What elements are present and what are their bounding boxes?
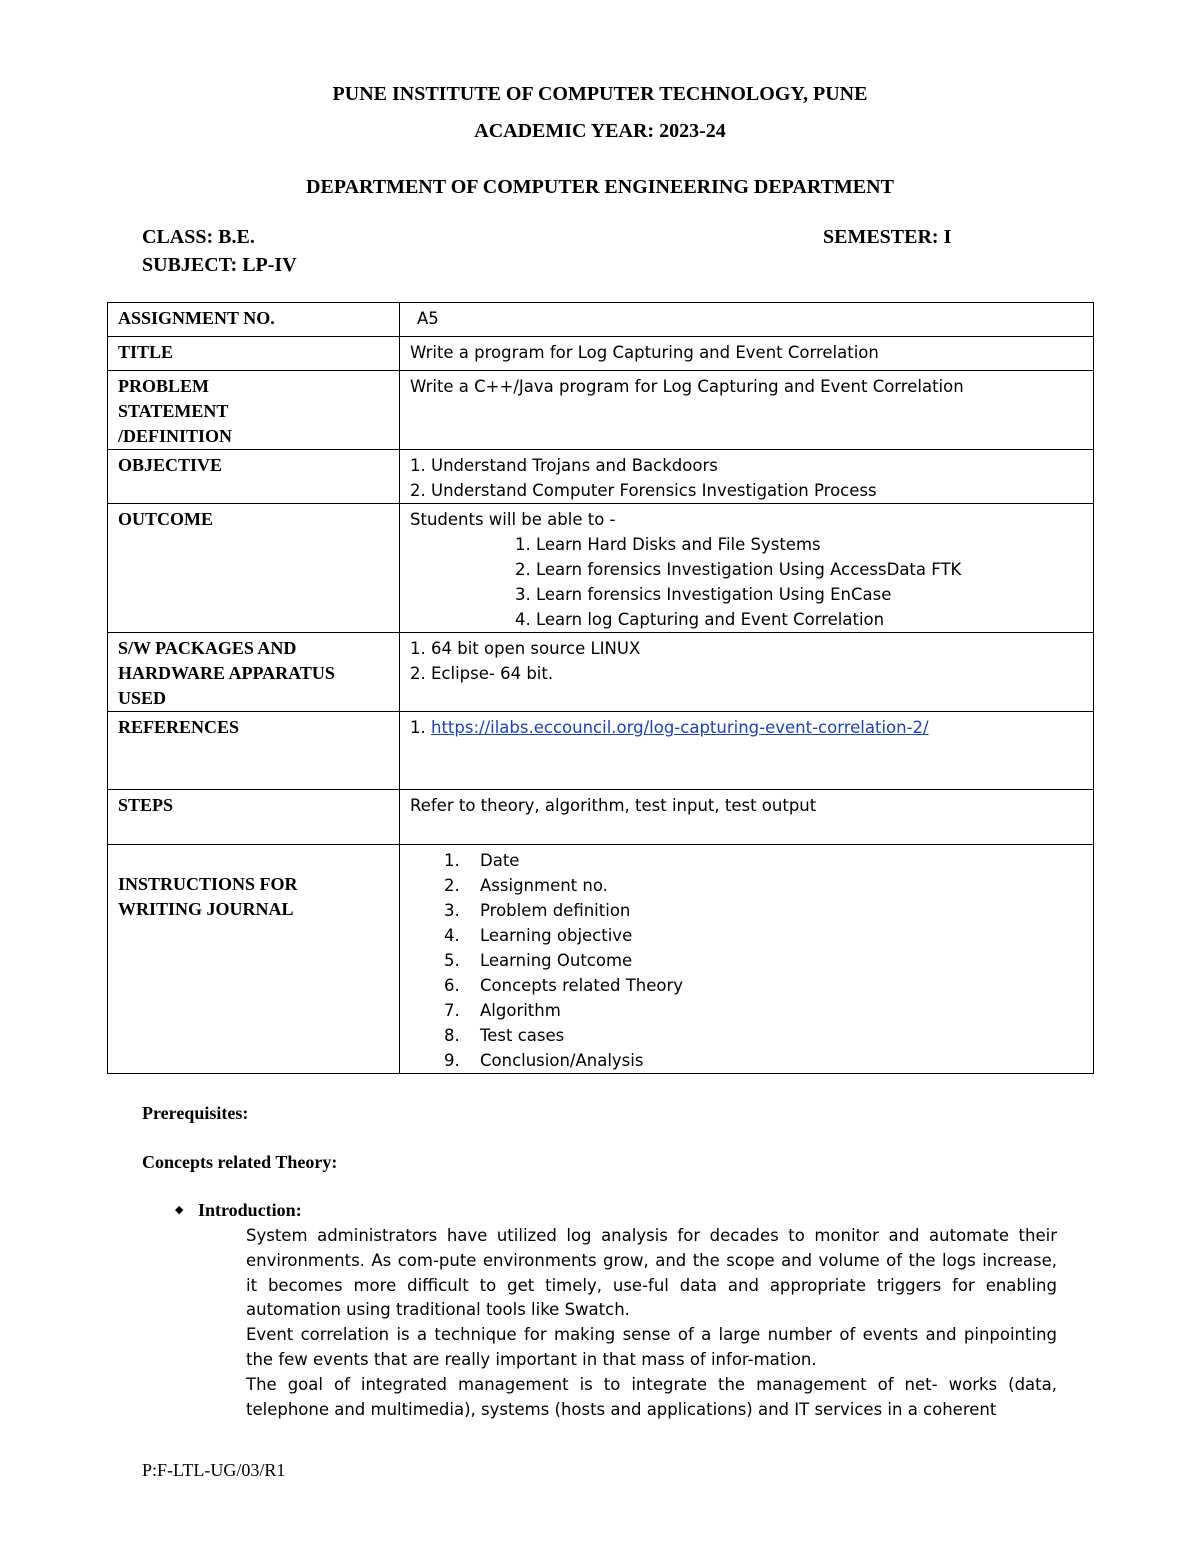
journal-item: 7. Algorithm	[444, 1001, 561, 1020]
prerequisites-heading: Prerequisites:	[142, 1103, 249, 1123]
journal-item: 5. Learning Outcome	[444, 951, 633, 970]
subject-label: SUBJECT: LP-IV	[142, 254, 297, 276]
reference-link[interactable]: https://ilabs.eccouncil.org/log-capturing-event-correlation-2/	[431, 718, 929, 737]
row-steps	[108, 790, 1094, 845]
introduction-body	[246, 1224, 1057, 1422]
outcome-list	[400, 504, 1094, 633]
journal-item: 1. Date	[444, 851, 520, 870]
footer-code: P:F-LTL-UG/03/R1	[142, 1460, 286, 1480]
steps-value: Refer to theory, algorithm, test input, test output	[400, 790, 1094, 845]
software-list	[400, 633, 1094, 712]
objective-item: 2. Understand Computer Forensics Investigation Process	[410, 481, 877, 500]
objective-item: 1. Understand Trojans and Backdoors	[410, 456, 718, 475]
concepts-heading: Concepts related Theory:	[142, 1152, 338, 1172]
journal-item: 8. Test cases	[444, 1026, 565, 1045]
journal-item: 6. Concepts related Theory	[444, 976, 684, 995]
bullet-diamond-icon: ◆	[175, 1203, 184, 1216]
paragraph: System administrators have utilized log analysis for decades to monitor and automate their environments. As com-pute environments grow, and the scope and volume of the logs increase, it becomes more difficult to get timely, use-ful data and appropriate triggers for enabling automation using traditional tools like Swatch.	[246, 1226, 1057, 1320]
journal-list	[400, 845, 1094, 1074]
title-label: TITLE	[108, 337, 400, 371]
institute-title: PUNE INSTITUTE OF COMPUTER TECHNOLOGY, PUNE	[332, 83, 868, 105]
row-outcome	[108, 504, 1094, 633]
assignment-label: ASSIGNMENT NO.	[108, 303, 400, 337]
steps-label: STEPS	[108, 790, 400, 845]
outcome-item: 4. Learn log Capturing and Event Correlation	[515, 610, 885, 629]
software-item: 2. Eclipse- 64 bit.	[410, 664, 554, 683]
paragraph: The goal of integrated management is to integrate the management of net- works (data, telephone and multimedia), systems (hosts and applications) and IT services in a coherent	[246, 1374, 1057, 1419]
objective-label: OBJECTIVE	[108, 450, 400, 504]
problem-label: PROBLEM STATEMENT /DEFINITION	[108, 371, 400, 450]
outcome-item: 3. Learn forensics Investigation Using EnCase	[515, 585, 892, 604]
assignment-table	[107, 302, 1094, 1074]
journal-item: 2. Assignment no.	[444, 876, 608, 895]
references-label: REFERENCES	[108, 712, 400, 790]
row-objective	[108, 450, 1094, 504]
software-label: S/W PACKAGES AND HARDWARE APPARATUS USED	[108, 633, 400, 712]
outcome-label: OUTCOME	[108, 504, 400, 633]
row-references	[108, 712, 1094, 790]
journal-item: 4. Learning objective	[444, 926, 633, 945]
semester-label: SEMESTER: I	[823, 226, 952, 248]
outcome-item: 2. Learn forensics Investigation Using AccessData FTK	[515, 560, 962, 579]
software-item: 1. 64 bit open source LINUX	[410, 639, 641, 658]
row-problem	[108, 371, 1094, 450]
objective-list	[400, 450, 1094, 504]
paragraph: Event correlation is a technique for making sense of a large number of events and pinpointing the few events that are really important in that mass of infor-mation.	[246, 1325, 1057, 1369]
problem-value: Write a C++/Java program for Log Capturing and Event Correlation	[400, 371, 1094, 450]
row-title	[108, 337, 1094, 371]
journal-item: 9. Conclusion/Analysis	[444, 1051, 644, 1070]
outcome-item: 1. Learn Hard Disks and File Systems	[515, 535, 821, 554]
journal-item: 3. Problem definition	[444, 901, 631, 920]
row-software	[108, 633, 1094, 712]
row-instructions	[108, 845, 1094, 1074]
assignment-value: A5	[400, 303, 1094, 337]
row-assignment	[108, 303, 1094, 337]
instructions-label: INSTRUCTIONS FOR WRITING JOURNAL	[108, 845, 400, 1074]
academic-year: ACADEMIC YEAR: 2023-24	[474, 120, 726, 142]
references-value: 1. https://ilabs.eccouncil.org/log-capturing-event-correlation-2/	[400, 712, 1094, 790]
outcome-intro: Students will be able to -	[410, 510, 616, 529]
department-title: DEPARTMENT OF COMPUTER ENGINEERING DEPARTMENT	[306, 176, 894, 198]
introduction-heading: Introduction:	[198, 1200, 302, 1220]
class-label: CLASS: B.E.	[142, 226, 255, 248]
title-value: Write a program for Log Capturing and Event Correlation	[400, 337, 1094, 371]
